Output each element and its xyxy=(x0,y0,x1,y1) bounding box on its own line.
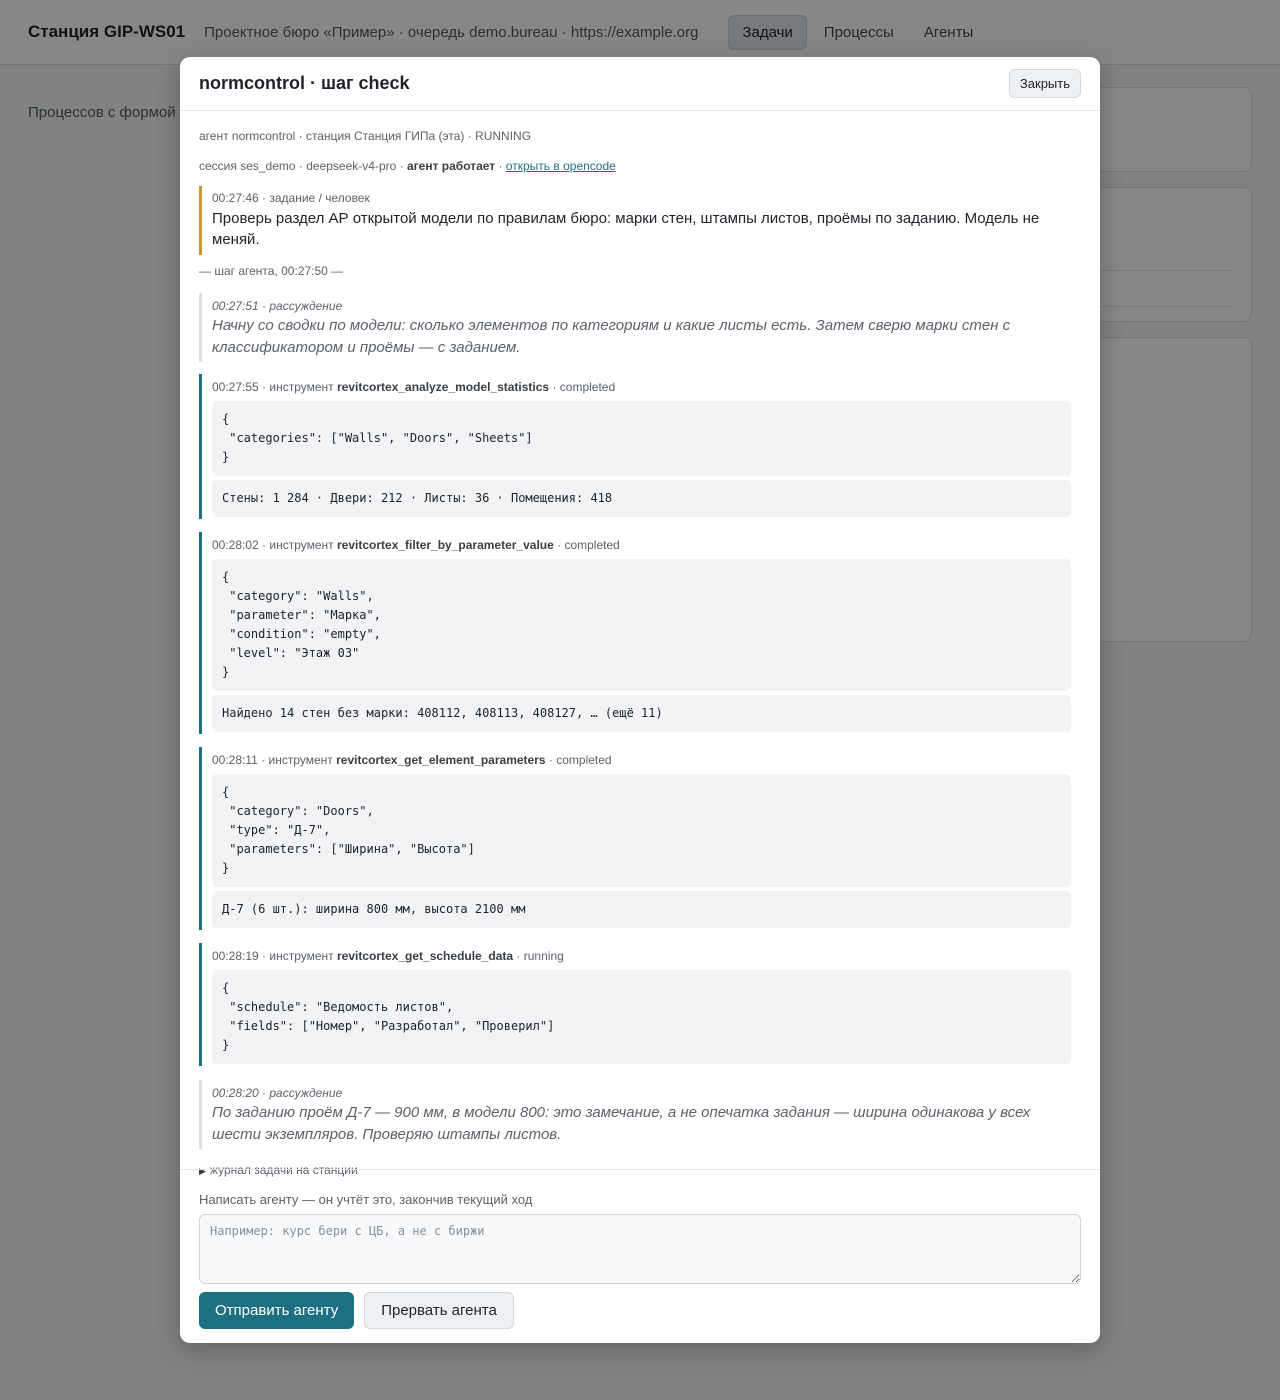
session-info: сессия ses_demo · deepseek-v4-pro · xyxy=(199,159,407,173)
expand-triangle-icon: ▶ xyxy=(199,1166,206,1176)
agent-status: агент работает xyxy=(406,159,496,173)
tool-name: revitcortex_get_element_parameters xyxy=(336,753,546,767)
message-input[interactable] xyxy=(199,1214,1081,1284)
tool-name: revitcortex_filter_by_parameter_value xyxy=(337,538,554,552)
dialog-title: normcontrol · шаг check xyxy=(199,73,410,93)
tool-call-header xyxy=(212,538,1071,552)
composer-actions xyxy=(199,1292,1081,1329)
processes-label: Процессов с формой xyxy=(28,104,176,121)
close-button[interactable]: Закрыть xyxy=(1009,69,1081,98)
agent-meta: агент normcontrol · станция Станция ГИПа (эта) · RUNNING xyxy=(199,129,532,143)
session-meta xyxy=(199,159,1071,173)
org-info: Проектное бюро «Пример» · очередь demo.bureau · https://example.org xyxy=(204,23,699,41)
tool-result: Стены: 1 284 · Двери: 212 · Листы: 36 · Помещения: 418 xyxy=(212,480,1071,517)
reasoning-entry xyxy=(199,1080,1071,1149)
reasoning-entry-header: 00:27:51 · рассуждение xyxy=(212,299,343,313)
tool-call-header xyxy=(212,949,1071,963)
reasoning-entry-text: По заданию проём Д-7 — 900 мм, в модели 800: это замечание, а не опечатка задания — ширина одинакова у всех шести экземпляров. Проверяю штампы листов. xyxy=(212,1104,1031,1143)
tool-arguments: { "schedule": "Ведомость листов", "fields": ["Номер", "Разработал", "Проверил"] } xyxy=(212,970,1071,1064)
tool-arguments: { "category": "Walls", "parameter": "Марка", "condition": "empty", "level": "Этаж 03" } xyxy=(212,559,1071,691)
tool-call-entry xyxy=(199,943,1071,1066)
reasoning-entry-text: Начну со сводки по модели: сколько элементов по категориям и какие листы есть. Затем сверю марки стен с классификатором и проёмы — с заданием. xyxy=(212,317,1011,356)
reasoning-entry xyxy=(199,293,1071,362)
tool-call-entry xyxy=(199,374,1071,519)
tool-result: Д-7 (6 шт.): ширина 800 мм, высота 2100 мм xyxy=(212,891,1071,928)
tool-call-time: 00:28:19 · инструмент xyxy=(212,949,337,963)
open-in-opencode-link[interactable]: открыть в opencode xyxy=(505,159,616,173)
task-entry-text: Проверь раздел АР открытой модели по правилам бюро: марки стен, штампы листов, проёмы по заданию. Модель не меняй. xyxy=(212,210,1040,248)
reasoning-entry-header: 00:28:20 · рассуждение xyxy=(212,1086,343,1100)
tool-call-header xyxy=(212,753,1071,767)
tool-status: · completed xyxy=(549,380,616,394)
message-label: Написать агенту — он учтёт это, закончив текущий ход xyxy=(199,1192,533,1207)
station-title: Станция GIP-WS01 xyxy=(28,22,186,41)
tool-status: · completed xyxy=(553,538,620,552)
tool-call-time: 00:28:02 · инструмент xyxy=(212,538,337,552)
tab-agents[interactable]: Агенты xyxy=(923,23,974,41)
task-entry-header: 00:27:46 · задание / человек xyxy=(212,191,370,205)
tool-status: · running xyxy=(513,949,564,963)
tool-call-entry xyxy=(199,747,1071,930)
journal-label: журнал задачи на станции xyxy=(209,1163,358,1177)
tool-call-header xyxy=(212,380,1071,394)
tool-result: Найдено 14 стен без марки: 408112, 408113, 408127, … (ещё 11) xyxy=(212,695,1071,732)
tool-arguments: { "categories": ["Walls", "Doors", "Sheets"] } xyxy=(212,401,1071,476)
tool-call-time: 00:28:11 · инструмент xyxy=(212,753,337,767)
tool-name: revitcortex_get_schedule_data xyxy=(337,949,514,963)
message-composer xyxy=(180,1169,1100,1329)
send-to-agent-button[interactable]: Отправить агенту xyxy=(199,1292,354,1329)
tool-name: revitcortex_analyze_model_statistics xyxy=(337,380,550,394)
dialog-body xyxy=(180,129,1100,1177)
task-entry xyxy=(199,186,1071,255)
step-separator: — шаг агента, 00:27:50 — xyxy=(199,264,344,278)
meta-separator: · xyxy=(495,159,506,173)
step-dialog xyxy=(180,57,1100,1343)
abort-agent-button[interactable]: Прервать агента xyxy=(364,1292,514,1329)
tab-tasks[interactable]: Задачи xyxy=(728,15,806,50)
dialog-header xyxy=(180,57,1100,111)
tab-processes[interactable]: Процессы xyxy=(823,23,894,41)
tool-call-entry xyxy=(199,532,1071,734)
tool-call-time: 00:27:55 · инструмент xyxy=(212,380,337,394)
tool-status: · completed xyxy=(545,753,612,767)
tool-arguments: { "category": "Doors", "type": "Д-7", "parameters": ["Ширина", "Высота"] } xyxy=(212,774,1071,887)
